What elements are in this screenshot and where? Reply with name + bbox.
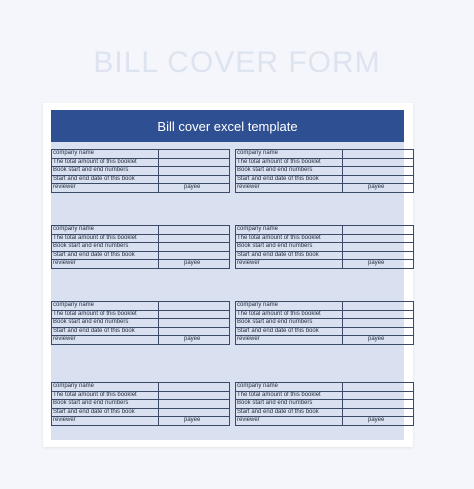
book-dates-field[interactable] xyxy=(343,251,414,260)
book-dates-label: Start and end date of this book xyxy=(236,327,343,336)
book-dates-label: Start and end date of this book xyxy=(52,175,159,184)
book-numbers-label: Book start and end numbers xyxy=(52,243,159,252)
book-numbers-label: Book start and end numbers xyxy=(52,400,159,409)
reviewer-label: reviewer xyxy=(236,184,343,193)
total-amount-label: The total amount of this booklet xyxy=(236,234,343,243)
total-amount-field[interactable] xyxy=(343,310,414,319)
company-name-field[interactable] xyxy=(343,150,414,159)
company-name-label: company name xyxy=(52,150,159,159)
total-amount-label: The total amount of this booklet xyxy=(236,310,343,319)
book-dates-label: Start and end date of this book xyxy=(52,327,159,336)
book-dates-label: Start and end date of this book xyxy=(52,251,159,260)
book-dates-field[interactable] xyxy=(159,408,230,417)
book-dates-field[interactable] xyxy=(343,175,414,184)
total-amount-label: The total amount of this booklet xyxy=(52,310,159,319)
book-dates-field[interactable] xyxy=(343,408,414,417)
total-amount-field[interactable] xyxy=(343,158,414,167)
payee-label: payee xyxy=(343,260,414,269)
bill-cover-form xyxy=(235,382,414,426)
company-name-label: company name xyxy=(236,302,343,311)
company-name-field[interactable] xyxy=(343,383,414,392)
bill-cover-form xyxy=(51,382,230,426)
total-amount-label: The total amount of this booklet xyxy=(52,158,159,167)
book-dates-label: Start and end date of this book xyxy=(236,408,343,417)
total-amount-field[interactable] xyxy=(159,391,230,400)
book-numbers-field[interactable] xyxy=(159,319,230,328)
book-dates-label: Start and end date of this book xyxy=(236,175,343,184)
bill-cover-form xyxy=(51,149,230,193)
company-name-label: company name xyxy=(236,226,343,235)
book-dates-label: Start and end date of this book xyxy=(236,251,343,260)
bill-cover-form xyxy=(51,301,230,345)
payee-label: payee xyxy=(343,417,414,426)
book-dates-field[interactable] xyxy=(159,251,230,260)
bill-cover-form xyxy=(235,301,414,345)
book-numbers-label: Book start and end numbers xyxy=(236,400,343,409)
banner-title: Bill cover excel template xyxy=(157,118,298,134)
reviewer-label: reviewer xyxy=(236,260,343,269)
book-numbers-label: Book start and end numbers xyxy=(236,243,343,252)
book-numbers-field[interactable] xyxy=(343,319,414,328)
book-numbers-field[interactable] xyxy=(343,167,414,176)
book-dates-field[interactable] xyxy=(343,327,414,336)
company-name-label: company name xyxy=(236,383,343,392)
reviewer-label: reviewer xyxy=(52,336,159,345)
total-amount-label: The total amount of this booklet xyxy=(236,158,343,167)
reviewer-label: reviewer xyxy=(236,336,343,345)
reviewer-label: reviewer xyxy=(52,417,159,426)
total-amount-field[interactable] xyxy=(343,234,414,243)
company-name-field[interactable] xyxy=(159,150,230,159)
book-numbers-label: Book start and end numbers xyxy=(52,167,159,176)
payee-label: payee xyxy=(343,184,414,193)
book-dates-field[interactable] xyxy=(159,327,230,336)
company-name-label: company name xyxy=(236,150,343,159)
template-sheet xyxy=(43,103,413,447)
book-numbers-field[interactable] xyxy=(343,243,414,252)
bill-cover-form xyxy=(51,225,230,269)
total-amount-label: The total amount of this booklet xyxy=(236,391,343,400)
payee-label: payee xyxy=(159,336,230,345)
payee-label: payee xyxy=(159,184,230,193)
book-numbers-label: Book start and end numbers xyxy=(236,319,343,328)
company-name-field[interactable] xyxy=(343,226,414,235)
book-numbers-field[interactable] xyxy=(343,400,414,409)
book-numbers-label: Book start and end numbers xyxy=(52,319,159,328)
reviewer-label: reviewer xyxy=(236,417,343,426)
banner xyxy=(51,110,404,142)
payee-label: payee xyxy=(343,336,414,345)
book-dates-field[interactable] xyxy=(159,175,230,184)
bill-cover-form xyxy=(235,149,414,193)
book-numbers-label: Book start and end numbers xyxy=(236,167,343,176)
book-numbers-field[interactable] xyxy=(159,243,230,252)
book-dates-label: Start and end date of this book xyxy=(52,408,159,417)
company-name-label: company name xyxy=(52,383,159,392)
total-amount-field[interactable] xyxy=(343,391,414,400)
total-amount-label: The total amount of this booklet xyxy=(52,234,159,243)
company-name-field[interactable] xyxy=(159,226,230,235)
company-name-label: company name xyxy=(52,302,159,311)
total-amount-field[interactable] xyxy=(159,234,230,243)
company-name-label: company name xyxy=(52,226,159,235)
total-amount-field[interactable] xyxy=(159,158,230,167)
payee-label: payee xyxy=(159,260,230,269)
total-amount-field[interactable] xyxy=(159,310,230,319)
book-numbers-field[interactable] xyxy=(159,400,230,409)
payee-label: payee xyxy=(159,417,230,426)
form-area xyxy=(51,110,404,440)
company-name-field[interactable] xyxy=(343,302,414,311)
total-amount-label: The total amount of this booklet xyxy=(52,391,159,400)
company-name-field[interactable] xyxy=(159,302,230,311)
company-name-field[interactable] xyxy=(159,383,230,392)
book-numbers-field[interactable] xyxy=(159,167,230,176)
page-title: BILL COVER FORM xyxy=(93,46,381,79)
reviewer-label: reviewer xyxy=(52,184,159,193)
reviewer-label: reviewer xyxy=(52,260,159,269)
bill-cover-form xyxy=(235,225,414,269)
